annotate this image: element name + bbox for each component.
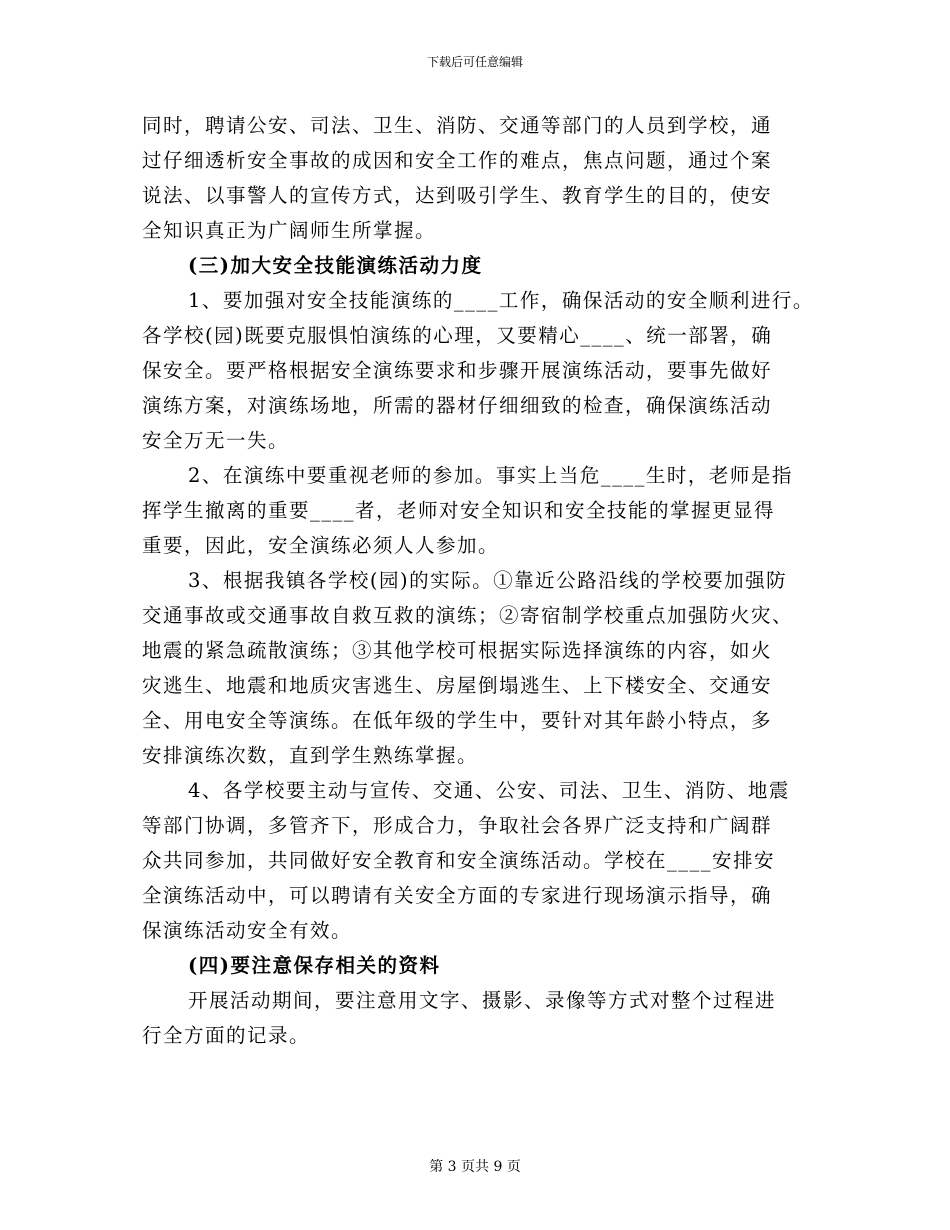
document-body [142,108,822,1053]
section-heading: (三)加大安全技能演练活动力度 [188,254,483,277]
paragraph-line: 全、用电安全等演练。在低年级的学生中，要针对其年龄小特点，多 [142,709,773,732]
paragraph-line: 安全万无一失。 [142,429,290,452]
paragraph-line: 全知识真正为广阔师生所掌握。 [142,219,437,242]
paragraph-line: 众共同参加，共同做好安全教育和安全演练活动。学校在____安排安 [142,849,776,872]
paragraph-line: 保安全。要严格根据安全演练要求和步骤开展演练活动，要事先做好 [142,359,773,382]
paragraph-line: 交通事故或交通事故自救互救的演练；②寄宿制学校重点加强防火灾、 [142,604,794,627]
page-header: 下载后可任意编辑 [426,55,523,69]
paragraph-line: 过仔细透析安全事故的成因和安全工作的难点，焦点问题，通过个案 [142,149,773,172]
paragraph-line: 灾逃生、地震和地质灾害逃生、房屋倒塌逃生、上下楼安全、交通安 [142,674,773,697]
paragraph-line: 4、各学校要主动与宣传、交通、公安、司法、卫生、消防、地震 [188,779,790,802]
paragraph-line: 3、根据我镇各学校(园)的实际。①靠近公路沿线的学校要加强防 [188,569,788,592]
paragraph-line: 重要，因此，安全演练必须人人参加。 [142,534,500,557]
paragraph-line: 1、要加强对安全技能演练的____工作，确保活动的安全顺利进行。 [188,289,814,312]
paragraph-line: 保演练活动安全有效。 [142,919,353,942]
paragraph-line: 全演练活动中，可以聘请有关安全方面的专家进行现场演示指导，确 [142,884,773,907]
paragraph-line: 2、在演练中要重视老师的参加。事实上当危____生时，老师是指 [188,464,793,487]
paragraph-line: 说法、以事警人的宣传方式，达到吸引学生、教育学生的目的，使安 [142,184,773,207]
paragraph-line: 等部门协调，多管齐下，形成合力，争取社会各界广泛支持和广阔群 [142,814,773,837]
paragraph-line: 演练方案，对演练场地，所需的器材仔细细致的检查，确保演练活动 [142,394,773,417]
paragraph-line: 行全方面的记录。 [142,1024,311,1047]
paragraph-line: 各学校(园)既要克服惧怕演练的心理，又要精心____、统一部署，确 [142,324,773,347]
page-footer: 第 3 页共 9 页 [429,1159,521,1175]
paragraph-line: 安排演练次数，直到学生熟练掌握。 [142,744,479,767]
section-heading: (四)要注意保存相关的资料 [188,954,441,977]
paragraph-line: 挥学生撤离的重要____者，老师对安全知识和安全技能的掌握更显得 [142,499,776,522]
paragraph-line: 同时，聘请公安、司法、卫生、消防、交通等部门的人员到学校，通 [142,114,773,137]
paragraph-line: 地震的紧急疏散演练；③其他学校可根据实际选择演练的内容，如火 [142,639,773,662]
paragraph-line: 开展活动期间，要注意用文字、摄影、录像等方式对整个过程进 [188,989,777,1012]
